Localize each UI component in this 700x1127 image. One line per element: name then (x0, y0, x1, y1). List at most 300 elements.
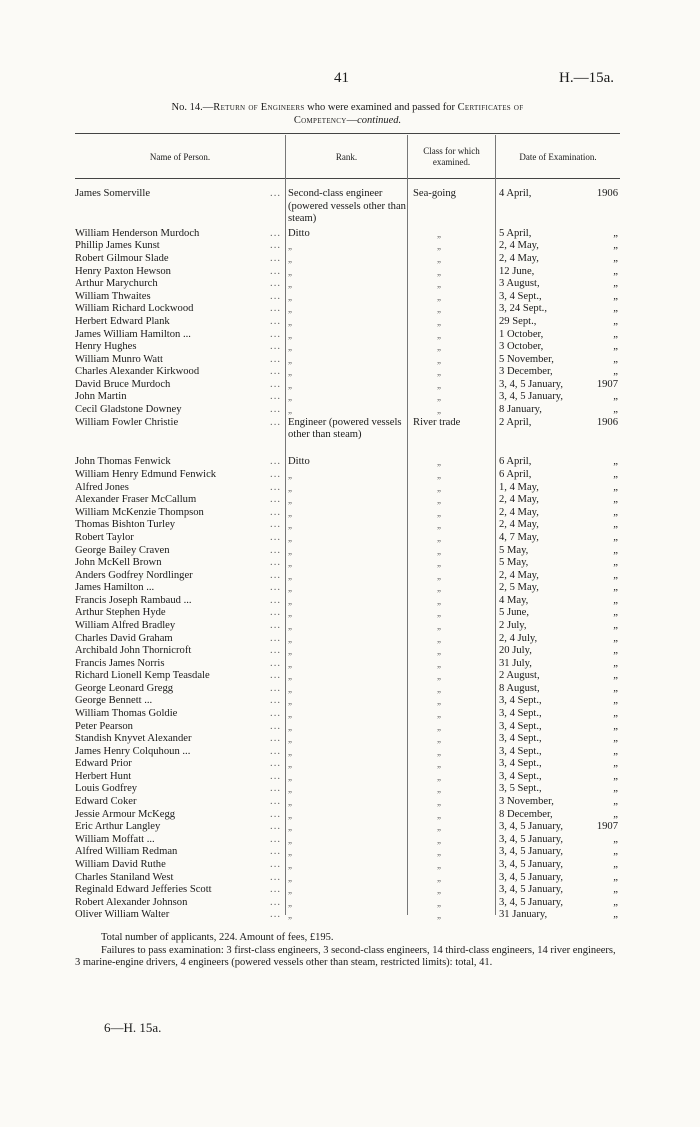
exam-class: „ (437, 495, 441, 506)
exam-date: 2, 4 May, (499, 494, 539, 506)
exam-date: 3 October, (499, 341, 544, 353)
leader-dots: ... (270, 858, 281, 870)
leader-dots: ... (270, 328, 281, 340)
leader-dots: ... (270, 353, 281, 365)
table-row (75, 809, 620, 822)
person-name: James William Hamilton ... (75, 328, 191, 340)
leader-dots: ... (270, 708, 281, 720)
exam-class: „ (437, 291, 441, 302)
person-name: William Henderson Murdoch (75, 227, 200, 239)
rank: „ (288, 784, 292, 795)
leader-dots: ... (270, 456, 281, 468)
table-row (75, 708, 620, 721)
exam-date: 2 April, (499, 416, 532, 428)
rank: „ (288, 507, 292, 518)
table-row (75, 456, 620, 469)
rank: „ (288, 545, 292, 556)
exam-year: „ (613, 531, 618, 543)
table-row (75, 859, 620, 872)
leader-dots: ... (270, 469, 281, 481)
exam-date: 3 August, (499, 278, 540, 290)
table-row (75, 494, 620, 507)
table-row (75, 783, 620, 796)
exam-class: „ (437, 379, 441, 390)
person-name: James Hamilton ... (75, 582, 155, 594)
rank: „ (288, 797, 292, 808)
table-row (75, 278, 620, 291)
exam-class: „ (437, 834, 441, 845)
exam-date: 3, 4 Sept., (499, 770, 542, 782)
person-name: John McKell Brown (75, 557, 162, 569)
person-name: Archibald John Thornicroft (75, 645, 192, 657)
page-number: 41 (334, 70, 349, 86)
table-row (75, 570, 620, 583)
exam-year: „ (613, 708, 618, 720)
exam-year: „ (613, 303, 618, 315)
table-row (75, 758, 620, 771)
table-row (75, 872, 620, 885)
exam-year: „ (613, 519, 618, 531)
exam-year: „ (613, 682, 618, 694)
leader-dots: ... (270, 265, 281, 277)
rank: „ (288, 329, 292, 340)
person-name: William Thwaites (75, 290, 151, 302)
rank: „ (288, 404, 292, 415)
table-row (75, 404, 620, 417)
exam-class: „ (437, 797, 441, 808)
exam-class: „ (437, 228, 441, 239)
leader-dots: ... (270, 645, 281, 657)
exam-date: 3, 4 Sept., (499, 708, 542, 720)
table-row (75, 519, 620, 532)
exam-year: „ (613, 240, 618, 252)
exam-date: 3, 5 Sept., (499, 783, 542, 795)
rank: „ (288, 570, 292, 581)
exam-year: 1906 (596, 416, 618, 428)
leader-dots: ... (270, 519, 281, 531)
exam-date: 3, 4 Sept., (499, 758, 542, 770)
rank: „ (288, 316, 292, 327)
exam-date: 3, 4, 5 January, (499, 821, 564, 833)
leader-dots: ... (270, 884, 281, 896)
leader-dots: ... (270, 341, 281, 353)
rank: „ (288, 482, 292, 493)
heading-continued: continued. (357, 115, 402, 126)
person-name: William Munro Watt (75, 353, 163, 365)
table-row (75, 507, 620, 520)
exam-class: „ (437, 404, 441, 415)
rank: „ (288, 646, 292, 657)
rank: Second-class engineer (powered vessels other than steam) (288, 188, 406, 225)
leader-dots: ... (270, 582, 281, 594)
rank: „ (288, 683, 292, 694)
person-name: Herbert Edward Plank (75, 315, 170, 327)
rank: Engineer (powered vessels other than steam) (288, 416, 402, 441)
person-name: Phillip James Kunst (75, 240, 160, 252)
leader-dots: ... (270, 403, 281, 415)
exam-class: „ (437, 721, 441, 732)
person-name: Charles Staniland West (75, 871, 174, 883)
exam-date: 5 May, (499, 544, 529, 556)
table-row (75, 670, 620, 683)
leader-dots: ... (270, 632, 281, 644)
leader-dots: ... (270, 253, 281, 265)
person-name: Edward Prior (75, 758, 132, 770)
exam-class: „ (437, 457, 441, 468)
leader-dots: ... (270, 569, 281, 581)
exam-year: „ (613, 253, 618, 265)
table-row (75, 341, 620, 354)
exam-class: „ (437, 354, 441, 365)
exam-date: 29 Sept., (499, 315, 537, 327)
exam-class: „ (437, 696, 441, 707)
rank: „ (288, 696, 292, 707)
exam-class: „ (437, 897, 441, 908)
table-row (75, 796, 620, 809)
leader-dots: ... (270, 670, 281, 682)
leader-dots: ... (270, 720, 281, 732)
person-name: William Richard Lockwood (75, 303, 194, 315)
table-row (75, 329, 620, 342)
rank: „ (288, 885, 292, 896)
rank: „ (288, 291, 292, 302)
exam-year: „ (613, 783, 618, 795)
leader-dots: ... (270, 240, 281, 252)
rank: „ (288, 495, 292, 506)
exam-year: „ (613, 481, 618, 493)
leader-dots: ... (270, 531, 281, 543)
footer-total: Total number of applicants, 224. Amount of fees, £195. (101, 932, 334, 943)
exam-year: „ (613, 391, 618, 403)
leader-dots: ... (270, 796, 281, 808)
leader-dots: ... (270, 758, 281, 770)
table-row (75, 469, 620, 482)
exam-year: „ (613, 278, 618, 290)
person-name: Reginald Edward Jefferies Scott (75, 884, 212, 896)
leader-dots: ... (270, 846, 281, 858)
table-row (75, 721, 620, 734)
leader-dots: ... (270, 896, 281, 908)
exam-class: „ (437, 646, 441, 657)
person-name: Charles Alexander Kirkwood (75, 366, 200, 378)
exam-date: 31 January, (499, 909, 548, 921)
person-name: Richard Lionell Kemp Teasdale (75, 670, 210, 682)
leader-dots: ... (270, 833, 281, 845)
rank: „ (288, 342, 292, 353)
rank: „ (288, 734, 292, 745)
table-row (75, 188, 620, 226)
leader-dots: ... (270, 695, 281, 707)
footer-notes (75, 932, 620, 970)
exam-class: „ (437, 910, 441, 921)
exam-class: „ (437, 470, 441, 481)
person-name: Jessie Armour McKegg (75, 808, 176, 820)
exam-date: 31 July, (499, 657, 532, 669)
exam-class: „ (437, 595, 441, 606)
rank: „ (288, 379, 292, 390)
rank: „ (288, 254, 292, 265)
leader-dots: ... (270, 682, 281, 694)
exam-class: Sea-going (413, 188, 456, 199)
table-row (75, 228, 620, 241)
exam-class: „ (437, 709, 441, 720)
rank: „ (288, 633, 292, 644)
person-name: Francis Joseph Rambaud ... (75, 594, 192, 606)
exam-date: 6 April, (499, 469, 532, 481)
exam-class: „ (437, 885, 441, 896)
rank: „ (288, 532, 292, 543)
exam-year: „ (613, 720, 618, 732)
table-row (75, 821, 620, 834)
engineers-table-body (75, 188, 620, 922)
heading-competency: Competency (293, 115, 347, 126)
leader-dots: ... (270, 494, 281, 506)
rank: „ (288, 709, 292, 720)
table-row (75, 683, 620, 696)
exam-date: 5 November, (499, 353, 554, 365)
exam-class: „ (437, 254, 441, 265)
footer-failures: Failures to pass examination: 3 first-class engineers, 3 second-class engineers, 14 third-class engineers, 14 river engineers, 3 marine-engine drivers, 4 engineers (powered vessels other than steam, restricted limits): total, 41. (75, 944, 616, 968)
heading-prefix: No. 14.— (171, 102, 214, 113)
exam-date: 5 April, (499, 227, 532, 239)
person-name: Louis Godfrey (75, 783, 138, 795)
exam-class: „ (437, 482, 441, 493)
exam-year: „ (613, 871, 618, 883)
exam-year: „ (613, 341, 618, 353)
exam-year: 1907 (596, 821, 618, 833)
exam-class: „ (437, 392, 441, 403)
exam-year: „ (613, 353, 618, 365)
rank: „ (288, 897, 292, 908)
rank: „ (288, 759, 292, 770)
leader-dots: ... (270, 783, 281, 795)
person-name: William Alfred Bradley (75, 619, 176, 631)
rank: „ (288, 771, 292, 782)
table-row (75, 846, 620, 859)
rank: „ (288, 608, 292, 619)
table-heading: No. 14.—Return of Engineers who were examined and passed for Certificates of Competency—continued. (171, 102, 524, 126)
exam-year: „ (613, 366, 618, 378)
person-name: Henry Paxton Hewson (75, 265, 171, 277)
leader-dots: ... (270, 657, 281, 669)
exam-year: „ (613, 594, 618, 606)
exam-year: „ (613, 227, 618, 239)
table-row (75, 884, 620, 897)
exam-date: 5 May, (499, 557, 529, 569)
rank: „ (288, 822, 292, 833)
person-name: Thomas Bishton Turley (75, 519, 176, 531)
heading-certificates-of: Certificates of (457, 102, 524, 113)
exam-date: 2, 4 May, (499, 569, 539, 581)
exam-class: „ (437, 822, 441, 833)
exam-class: „ (437, 532, 441, 543)
exam-year: „ (613, 632, 618, 644)
rank: „ (288, 241, 292, 252)
person-name: Robert Taylor (75, 531, 134, 543)
rank: „ (288, 834, 292, 845)
exam-date: 3 December, (499, 366, 553, 378)
rank: „ (288, 266, 292, 277)
leader-dots: ... (270, 303, 281, 315)
leader-dots: ... (270, 770, 281, 782)
exam-class: „ (437, 507, 441, 518)
exam-class: „ (437, 367, 441, 378)
leader-dots: ... (270, 278, 281, 290)
exam-year: „ (613, 265, 618, 277)
exam-date: 2, 4 May, (499, 253, 539, 265)
exam-year: „ (613, 846, 618, 858)
person-name: James Henry Colquhoun ... (75, 745, 191, 757)
table-top-rule (75, 133, 620, 134)
exam-class: „ (437, 608, 441, 619)
exam-date: 3, 24 Sept., (499, 303, 547, 315)
leader-dots: ... (270, 733, 281, 745)
person-name: William Fowler Christie (75, 416, 179, 428)
exam-date: 2, 4 July, (499, 632, 538, 644)
exam-year: „ (613, 745, 618, 757)
exam-year: „ (613, 582, 618, 594)
exam-class: „ (437, 558, 441, 569)
exam-date: 5 June, (499, 607, 530, 619)
rank: Ditto (288, 227, 310, 239)
rank: „ (288, 354, 292, 365)
rank: „ (288, 583, 292, 594)
exam-date: 6 April, (499, 456, 532, 468)
exam-date: 3, 4, 5 January, (499, 884, 564, 896)
person-name: Herbert Hunt (75, 770, 132, 782)
exam-class: „ (437, 683, 441, 694)
rank: „ (288, 859, 292, 870)
exam-class: „ (437, 633, 441, 644)
leader-dots: ... (270, 227, 281, 239)
person-name: Anders Godfrey Nordlinger (75, 569, 193, 581)
table-row (75, 695, 620, 708)
exam-year: „ (613, 770, 618, 782)
table-row (75, 366, 620, 379)
rank: „ (288, 520, 292, 531)
exam-class: „ (437, 759, 441, 770)
exam-date: 4, 7 May, (499, 531, 539, 543)
exam-date: 2, 5 May, (499, 582, 539, 594)
exam-class: „ (437, 279, 441, 290)
person-name: Arthur Marychurch (75, 278, 158, 290)
exam-date: 3, 4 Sept., (499, 745, 542, 757)
person-name: Henry Hughes (75, 341, 137, 353)
exam-class: „ (437, 329, 441, 340)
exam-year: „ (613, 456, 618, 468)
table-row (75, 582, 620, 595)
table-row (75, 733, 620, 746)
table-row (75, 595, 620, 608)
leader-dots: ... (270, 481, 281, 493)
leader-dots: ... (270, 391, 281, 403)
exam-year: „ (613, 808, 618, 820)
exam-class: „ (437, 872, 441, 883)
table-row (75, 897, 620, 910)
leader-dots: ... (270, 821, 281, 833)
exam-class: River trade (413, 416, 461, 428)
exam-date: 3, 4 Sept., (499, 720, 542, 732)
exam-year: „ (613, 884, 618, 896)
heading-middle: who were examined and passed for (304, 102, 458, 113)
person-name: Arthur Stephen Hyde (75, 607, 166, 619)
person-name: Charles David Graham (75, 632, 173, 644)
exam-year: „ (613, 733, 618, 745)
rank: „ (288, 671, 292, 682)
person-name: John Thomas Fenwick (75, 456, 171, 468)
exam-year: „ (613, 315, 618, 327)
rank: „ (288, 620, 292, 631)
exam-date: 3, 4, 5 January, (499, 833, 564, 845)
exam-year: „ (613, 619, 618, 631)
exam-date: 2, 4 May, (499, 506, 539, 518)
leader-dots: ... (270, 909, 281, 921)
exam-year: „ (613, 544, 618, 556)
exam-year: „ (613, 670, 618, 682)
table-row (75, 253, 620, 266)
exam-date: 2 July, (499, 619, 527, 631)
table-row (75, 266, 620, 279)
person-name: Peter Pearson (75, 720, 133, 732)
exam-date: 3, 4, 5 January, (499, 378, 564, 390)
exam-date: 3, 4 Sept., (499, 695, 542, 707)
exam-year: „ (613, 607, 618, 619)
exam-class: „ (437, 316, 441, 327)
leader-dots: ... (270, 619, 281, 631)
leader-dots: ... (270, 594, 281, 606)
exam-date: 3, 4, 5 January, (499, 858, 564, 870)
rank: „ (288, 872, 292, 883)
exam-year: 1906 (596, 188, 618, 199)
table-row (75, 909, 620, 922)
table-row (75, 482, 620, 495)
person-name: William David Ruthe (75, 858, 166, 870)
exam-year: „ (613, 858, 618, 870)
exam-class: „ (437, 847, 441, 858)
exam-date: 20 July, (499, 645, 532, 657)
leader-dots: ... (270, 808, 281, 820)
table-row (75, 620, 620, 633)
person-name: Robert Alexander Johnson (75, 896, 188, 908)
table-row (75, 607, 620, 620)
table-row (75, 834, 620, 847)
person-name: Francis James Norris (75, 657, 165, 669)
header-bottom-rule (75, 178, 620, 179)
exam-class: „ (437, 771, 441, 782)
exam-year: „ (613, 290, 618, 302)
column-header-name: Name of Person. (149, 151, 211, 162)
table-row (75, 291, 620, 304)
exam-year: „ (613, 557, 618, 569)
rank: „ (288, 847, 292, 858)
exam-date: 8 December, (499, 808, 553, 820)
person-name: Edward Coker (75, 796, 137, 808)
exam-year: „ (613, 494, 618, 506)
rank: „ (288, 721, 292, 732)
series-reference: H.—15a. (559, 70, 614, 86)
column-header-rank: Rank. (335, 151, 358, 162)
table-row (75, 545, 620, 558)
exam-class: „ (437, 342, 441, 353)
exam-year: „ (613, 569, 618, 581)
exam-date: 1, 4 May, (499, 481, 539, 493)
leader-dots: ... (270, 378, 281, 390)
person-name: William Thomas Goldie (75, 708, 178, 720)
person-name: John Martin (75, 391, 127, 403)
heading-return-of-engineers: Return of Engineers (213, 102, 305, 113)
exam-class: „ (437, 658, 441, 669)
table-row (75, 658, 620, 671)
